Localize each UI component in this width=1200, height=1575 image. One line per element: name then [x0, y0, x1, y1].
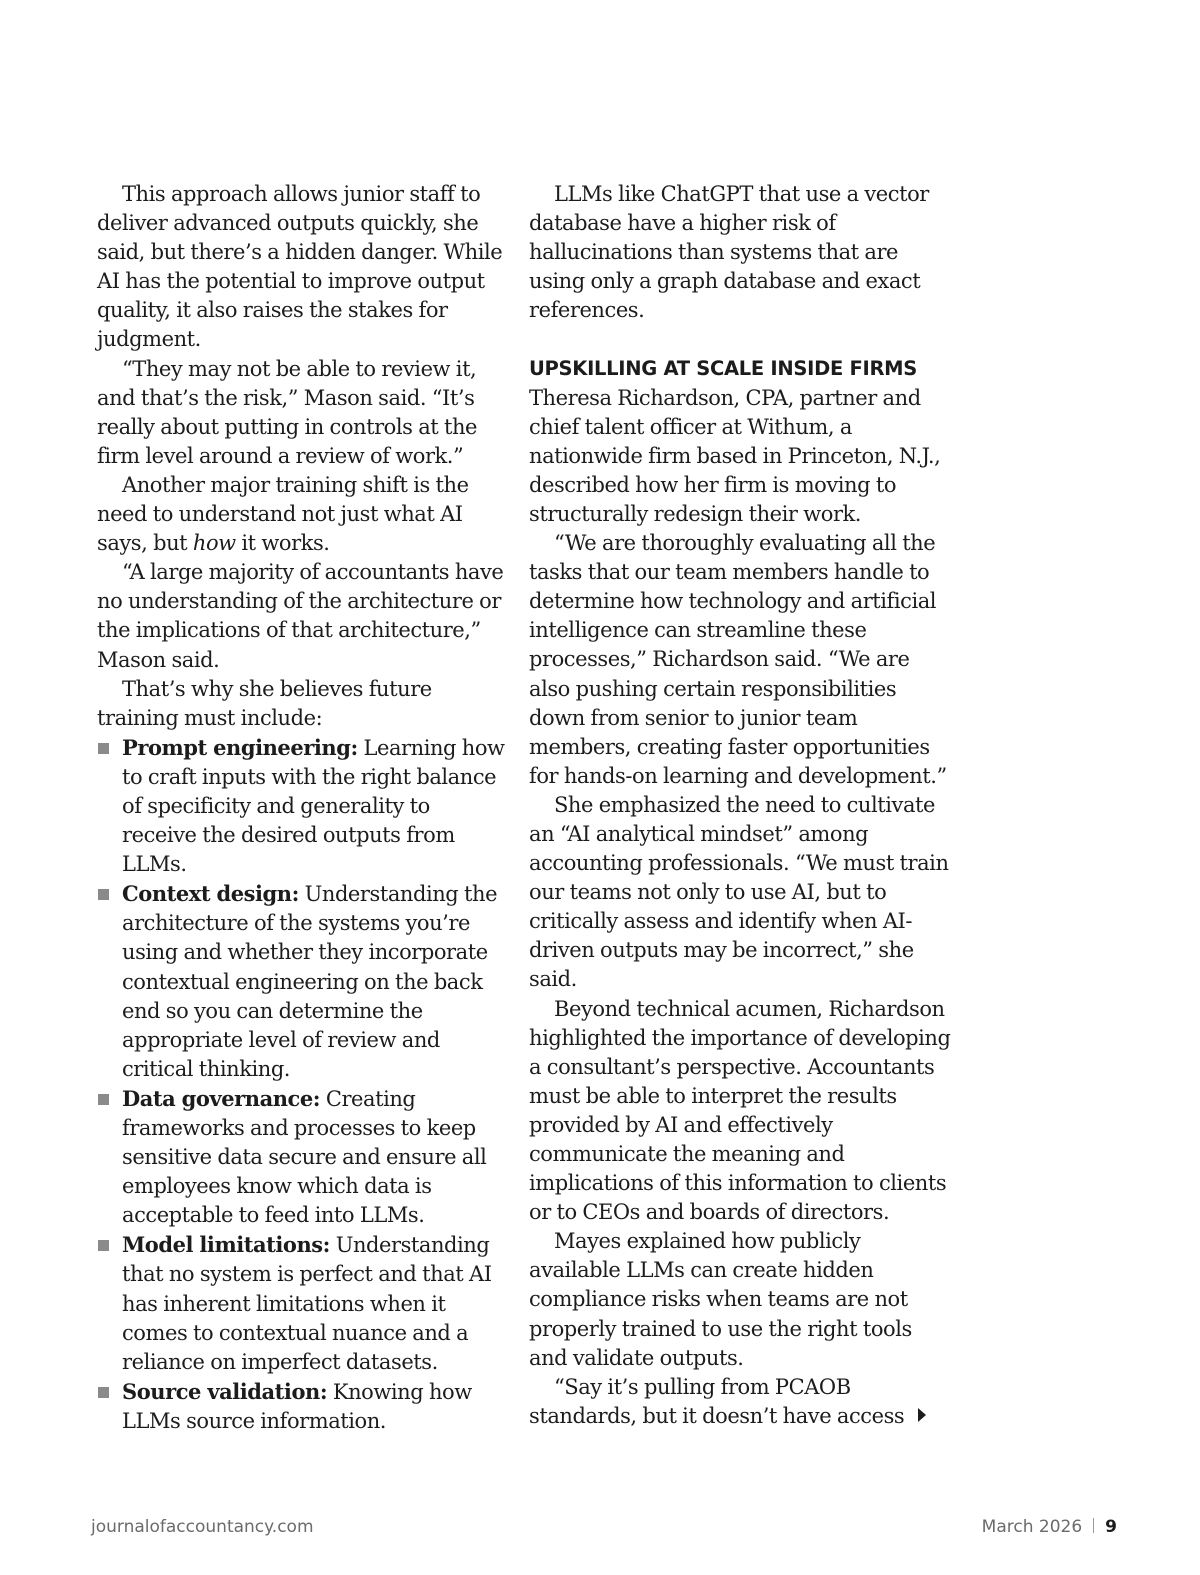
bullet-text: Knowing how LLMs source information. [122, 1379, 472, 1433]
footer-date: March 2026 [981, 1517, 1083, 1537]
bullet-term: Source validation: [122, 1378, 328, 1404]
left-column [97, 180, 507, 1436]
right-column [529, 180, 954, 1431]
left-paragraph-4: “A large majority of accountants have no understanding of the architecture or the implications of that architecture,” Mason said. [97, 560, 504, 672]
page-number: 9 [1105, 1517, 1117, 1537]
right-paragraph-7 [529, 1373, 954, 1431]
left-paragraph-3-text-b: it works. [235, 531, 330, 556]
bullet-item [97, 733, 507, 879]
bullet-text: Understanding that no system is perfect and that AI has inherent limitations when it comes to contextual nuance and a reliance on imperfect datasets. [122, 1233, 492, 1374]
bullet-item [97, 1230, 507, 1376]
bullet-text: Creating frameworks and processes to keep sensitive data secure and ensure all employees know which data is acceptable to feed into LLMs. [122, 1086, 487, 1228]
bullet-text: Understanding the architecture of the systems you’re using and whether they incorporate contextual engineering on the back end so you can determine the appropriate level of review and critical thinking. [122, 882, 498, 1081]
right-paragraph-5: Beyond technical acumen, Richardson highlighted the importance of developing a consultant’s perspective. Accountants must be able to interpret the results provided by AI and effectively communicate the meaning and implications of this information to clients or to CEOs and boards of directors. [529, 996, 951, 1225]
left-paragraph-3 [97, 471, 507, 558]
left-paragraph-3-emphasis: how [192, 531, 236, 556]
bullet-item [97, 1084, 507, 1230]
bullet-term: Data governance: [122, 1085, 321, 1111]
continued-arrow-icon [918, 1408, 926, 1422]
right-paragraph-6: Mayes explained how publicly available LLMs can create hidden compliance risks when teams are not properly trained to use the right tools and validate outputs. [529, 1229, 912, 1370]
right-paragraph-3: “We are thoroughly evaluating all the tasks that our team members handle to determine how technology and artificial intelligence can streamline these processes,” Richardson said. “We are also pushing certain responsibilities down from senior to junior team members, creating faster opportunities for hands-on learning and development.” [529, 531, 947, 788]
training-bullet-list [97, 733, 507, 1436]
square-bullet-icon [98, 889, 109, 900]
right-paragraph-1: LLMs like ChatGPT that use a vector database have a higher risk of hallucinations than systems that are using only a graph database and exact references. [529, 182, 929, 323]
left-paragraph-1: This approach allows junior staff to deliver advanced outputs quickly, she said, but there’s a hidden danger. While AI has the potential to improve output quality, it also raises the stakes for judgment. [97, 182, 503, 352]
bullet-item [97, 1377, 507, 1436]
left-paragraph-5: That’s why she believes future training must include: [97, 676, 432, 730]
left-paragraph-2: “They may not be able to review it, and that’s the risk,” Mason said. “It’s really about putting in controls at the firm level around a review of work.” [97, 356, 478, 468]
page-footer [0, 1517, 1200, 1543]
bullet-term: Model limitations: [122, 1232, 330, 1258]
right-paragraph-4: She emphasized the need to cultivate an “AI analytical mindset” among accounting professionals. “We must train our teams not only to use AI, but to critically assess and identify when AI-driven outputs may be incorrect,” she said. [529, 792, 949, 992]
square-bullet-icon [98, 1240, 109, 1251]
right-paragraph-2: Theresa Richardson, CPA, partner and chief talent officer at Withum, a nationwide firm based in Princeton, N.J., described how her firm is moving to structurally redesign their work. [529, 385, 941, 526]
square-bullet-icon [98, 1387, 109, 1398]
bullet-term: Prompt engineering: [122, 734, 358, 760]
square-bullet-icon [98, 743, 109, 754]
footer-site-url: journalofaccountancy.com [91, 1517, 314, 1537]
footer-divider [1093, 1518, 1094, 1533]
bullet-term: Context design: [122, 881, 299, 907]
bullet-text: Learning how to craft inputs with the right balance of specificity and generality to receive the desired outputs from LLMs. [122, 735, 505, 877]
footer-issue-info [982, 1517, 1117, 1537]
right-paragraph-7-text: “Say it’s pulling from PCAOB standards, but it doesn’t have access [529, 1374, 905, 1428]
section-subhead: UPSKILLING AT SCALE INSIDE FIRMS [529, 357, 918, 381]
bullet-item [97, 879, 507, 1084]
left-paragraph-3-text-a: Another major training shift is the need to understand not just what AI says, but [97, 472, 469, 556]
square-bullet-icon [98, 1094, 109, 1105]
